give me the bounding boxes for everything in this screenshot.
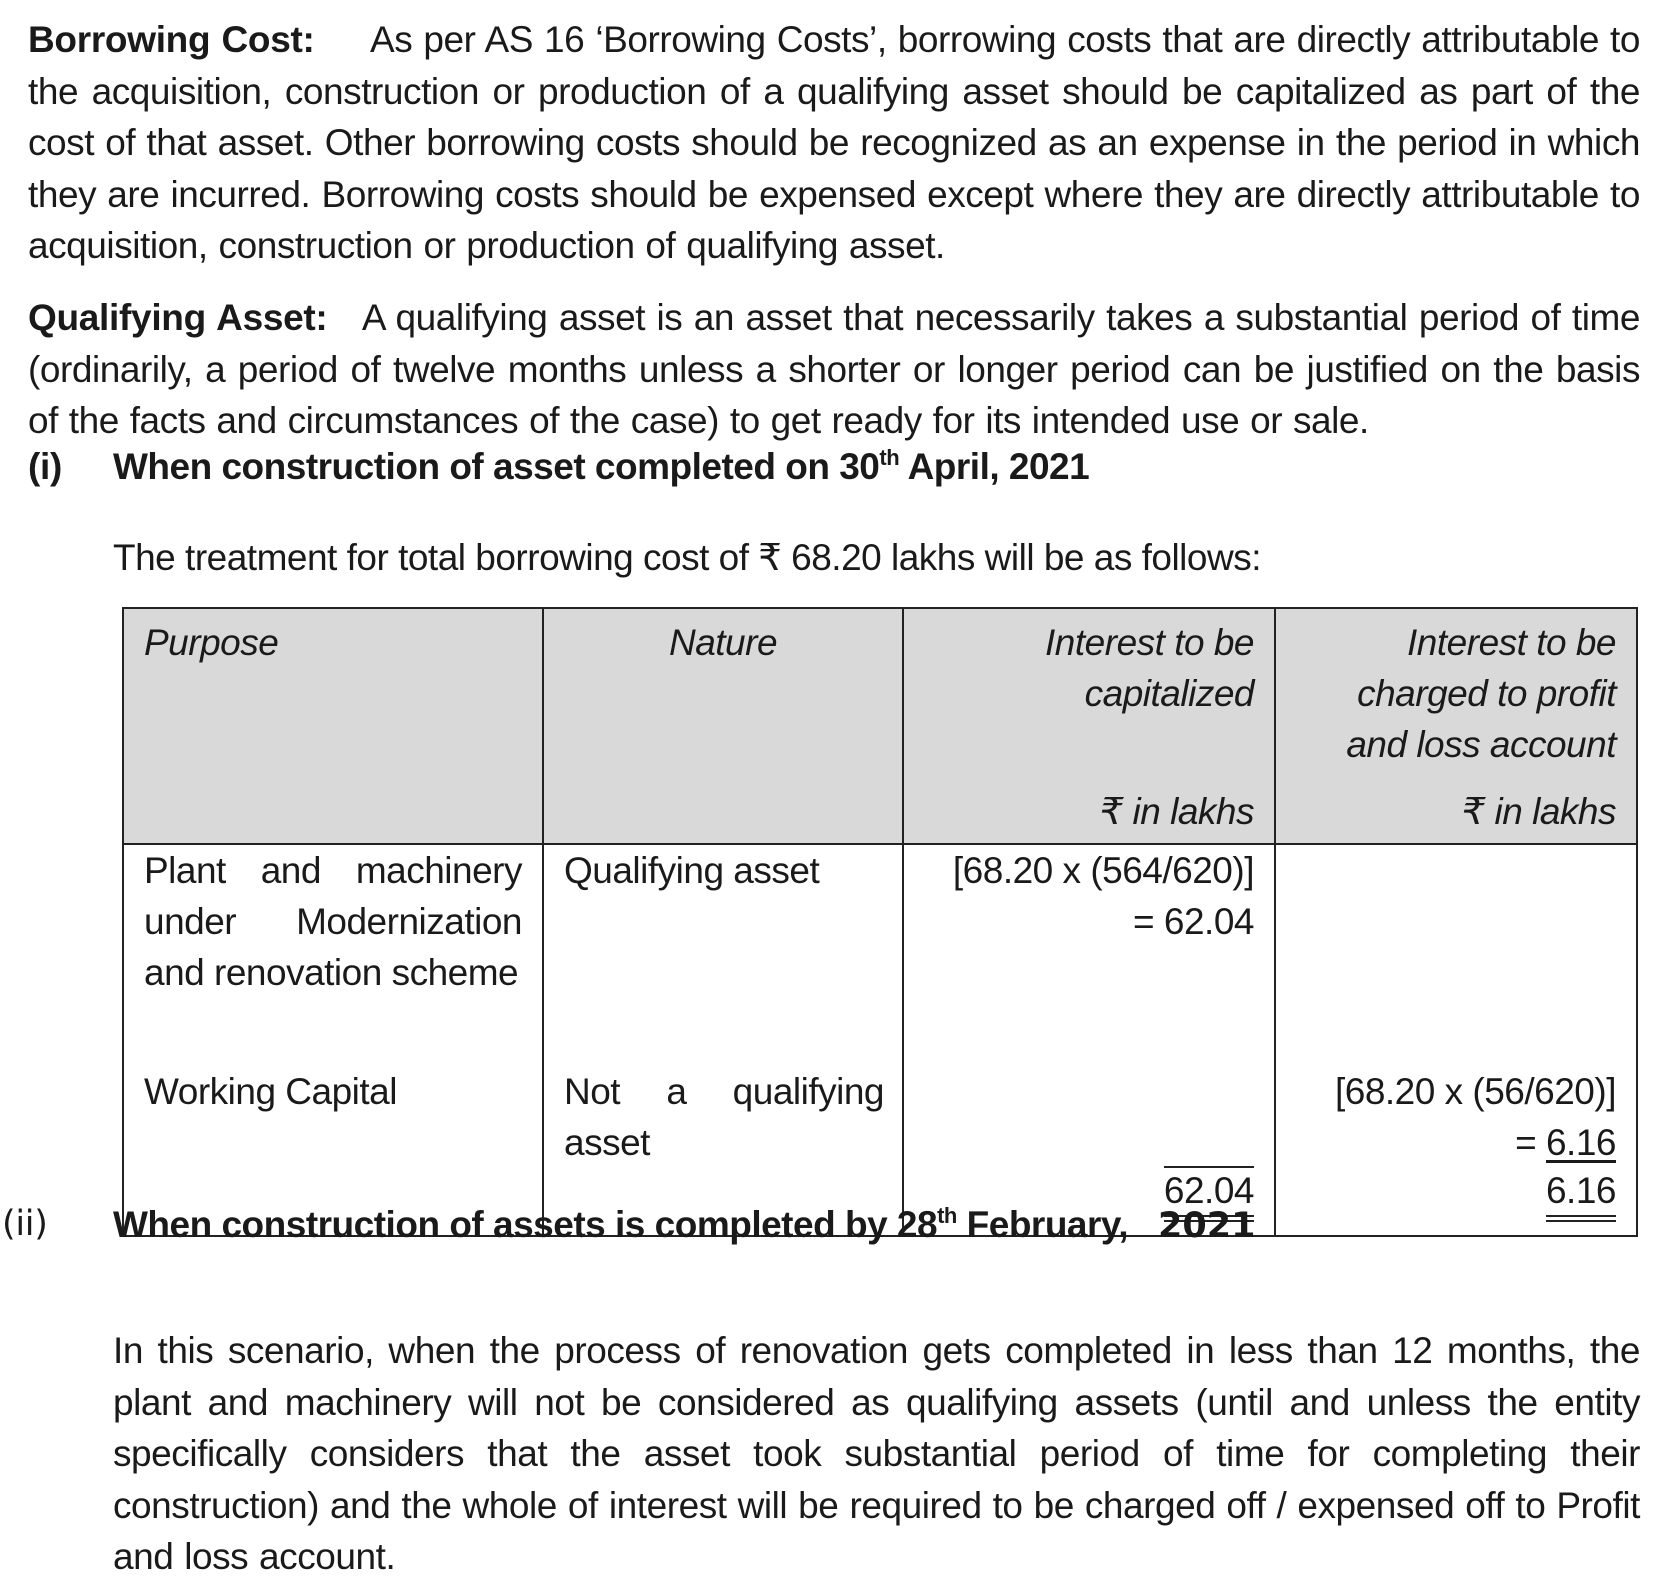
section-ii-title-sup: th bbox=[937, 1203, 957, 1228]
header-charged-line2: charged to profit bbox=[1357, 673, 1616, 714]
qualifying-asset-text: A qualifying asset is an asset that necessarily takes a substantial period of time (ordinarily, a period of twelve months unless a shorter or longer period can be justified on the basis of the facts and circumstances of the case) to get ready for its intended use or sale. bbox=[28, 297, 1640, 441]
section-ii-paragraph: In this scenario, when the process of renovation gets completed in less than 12 months, the plant and machinery will not be considered as qualifying assets (until and unless the entity specifically considers that the asset took substantial period of time for completing their construction) and the whole of interest will be required to be charged off / expensed off to Profit and loss account. bbox=[113, 1330, 1640, 1577]
table-header-row bbox=[123, 608, 1637, 844]
section-ii-title bbox=[113, 1204, 1255, 1246]
qualifying-asset-paragraph bbox=[28, 292, 1640, 447]
header-capitalized-line1: Interest to be bbox=[1045, 622, 1254, 663]
section-i-title-date: April, 2021 bbox=[899, 446, 1090, 487]
cell-capitalized bbox=[903, 844, 1275, 1236]
cell-nature bbox=[543, 844, 903, 1236]
header-charged bbox=[1275, 608, 1637, 844]
header-charged-unit: ₹ in lakhs bbox=[1461, 791, 1616, 832]
header-capitalized-unit: ₹ in lakhs bbox=[1099, 791, 1254, 832]
header-capitalized bbox=[903, 608, 1275, 844]
charged-total-double-rule bbox=[1546, 1215, 1616, 1222]
header-purpose: Purpose bbox=[123, 608, 543, 844]
cell-purpose bbox=[123, 844, 543, 1236]
cell-charged bbox=[1275, 844, 1637, 1236]
header-capitalized-line2: capitalized bbox=[1084, 673, 1254, 714]
capitalized-total: 62.04 bbox=[1163, 1170, 1254, 1211]
capitalized-formula: [68.20 x (564/620)] bbox=[952, 850, 1254, 891]
borrowing-cost-paragraph bbox=[28, 14, 1640, 272]
section-i-title bbox=[113, 446, 1089, 488]
section-i-intro: The treatment for total borrowing cost of ₹ 68.20 lakhs will be as follows: bbox=[113, 537, 1261, 578]
charged-formula bbox=[1335, 1066, 1616, 1168]
charged-value: 6.16 bbox=[1545, 1122, 1616, 1163]
nature-row-1: Qualifying asset bbox=[564, 850, 820, 891]
table-row bbox=[123, 844, 1637, 1236]
section-ii-title-year: 2021 bbox=[1158, 1206, 1256, 1246]
charged-total: 6.16 bbox=[1545, 1170, 1616, 1211]
capitalized-value: = 62.04 bbox=[1133, 901, 1254, 942]
section-ii-number: (ii) bbox=[2, 1204, 48, 1244]
borrowing-cost-text: As per AS 16 ‘Borrowing Costs’, borrowing costs that are directly attributable to the acquisition, construction or production of a qualifying asset should be capitalized as part of the cost of that asset. Other borrowing costs should be recognized as an expense in the period in which they are incurred. Borrowing costs should be expensed except where they are directly attributable to acquisition, construction or production of qualifying asset. bbox=[28, 19, 1641, 266]
nature-row-2: Not a qualifying asset bbox=[564, 1071, 884, 1163]
header-charged-line1: Interest to be bbox=[1407, 622, 1616, 663]
section-i-number: (i) bbox=[28, 446, 63, 487]
borrowing-cost-heading: Borrowing Cost: bbox=[28, 19, 315, 60]
charged-value-prefix: = bbox=[1515, 1122, 1546, 1163]
header-nature: Nature bbox=[543, 608, 903, 844]
qualifying-asset-heading: Qualifying Asset: bbox=[28, 297, 328, 338]
section-i-title-sup: th bbox=[879, 445, 900, 470]
section-i-title-text: When construction of asset completed on 30 bbox=[113, 446, 880, 487]
section-ii-title-date: February, bbox=[956, 1204, 1129, 1245]
charged-formula-text: [68.20 x (56/620)] bbox=[1334, 1071, 1616, 1112]
purpose-row-2: Working Capital bbox=[144, 1071, 397, 1112]
section-ii-title-text: When construction of assets is completed by 28 bbox=[113, 1204, 938, 1245]
header-charged-line3: and loss account bbox=[1346, 724, 1616, 765]
purpose-row-1: Plant and machinery under Modernization and renovation scheme bbox=[144, 850, 522, 993]
borrowing-cost-table bbox=[122, 607, 1638, 1237]
charged-value-line bbox=[1335, 1117, 1616, 1168]
